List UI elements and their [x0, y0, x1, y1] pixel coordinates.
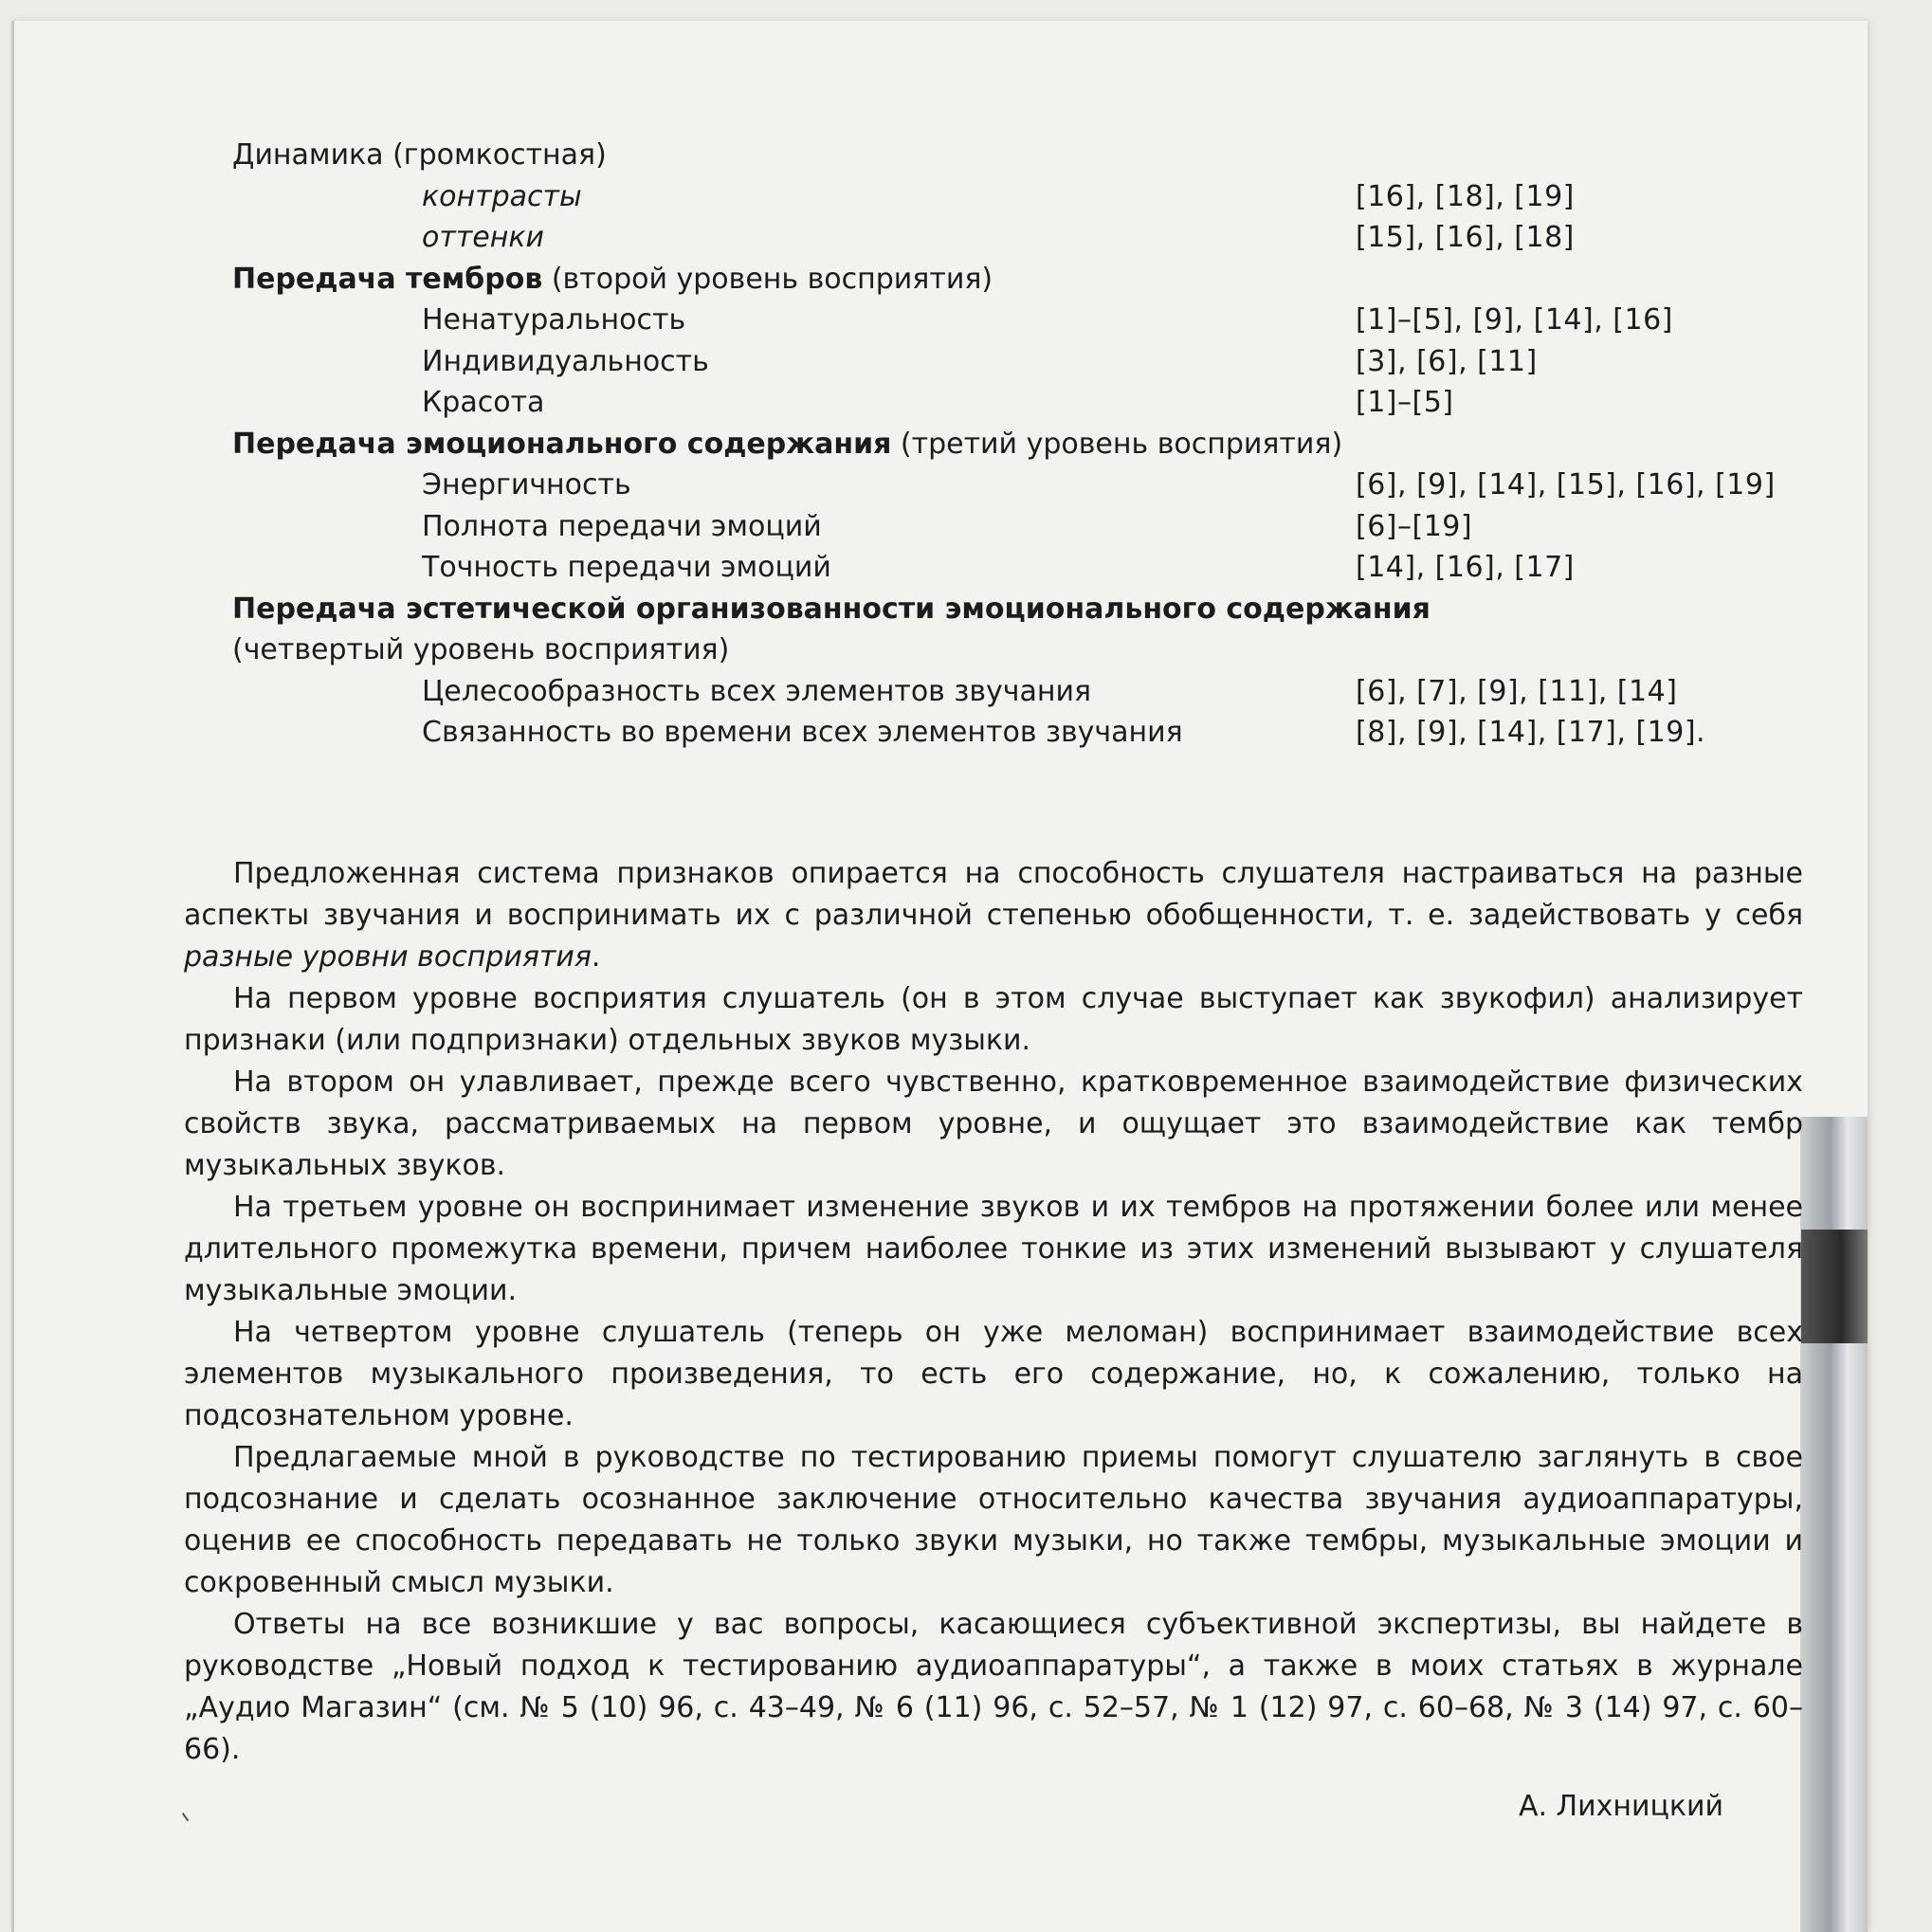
list-item: контрасты [16], [18], [19]	[173, 176, 1814, 218]
list-item: Связанность во времени всех элементов звучания [8], [9], [14], [17], [19].	[173, 712, 1814, 754]
list-heading: Передача тембров (второй уровень восприятия)	[232, 262, 993, 296]
author-signature: А. Лихницкий	[1518, 1790, 1723, 1823]
paragraph: На втором он улавливает, прежде всего чувственно, кратковременное взаимодействие физических свойств звука, рассматриваемых на первом уровне, и ощущает это взаимодействие как тембр музыкальных звуков.	[184, 1066, 1803, 1182]
reference-list: [6], [7], [9], [11], [14]	[1356, 674, 1678, 708]
paragraph: На четвертом уровне слушатель (теперь он уже меломан) воспринимает взаимодействие всех элементов музыкального произведения, то есть его содержание, но, к сожалению, только на подсознательном уровне.	[184, 1316, 1803, 1432]
list-item: Индивидуальность [3], [6], [11]	[173, 341, 1814, 383]
reference-list: [1]–[5]	[1356, 386, 1454, 419]
reference-list: [15], [16], [18]	[1356, 221, 1575, 254]
reference-list: [6], [9], [14], [15], [16], [19]	[1356, 468, 1776, 501]
list-item: Точность передачи эмоций [14], [16], [17]	[173, 547, 1814, 589]
pen-mark	[182, 1810, 193, 1822]
list-item: Энергичность [6], [9], [14], [15], [16], [19]	[173, 465, 1814, 506]
list-heading: Передача эмоционального содержания (третий уровень восприятия)	[232, 427, 1343, 461]
paragraph: На третьем уровне он воспринимает изменение звуков и их тембров на протяжении более или менее длительного промежутка времени, причем наиболее тонкие из этих изменений вызывают у слушателя музыкальные эмоции.	[184, 1191, 1803, 1307]
list-item: Полнота передачи эмоций [6]–[19]	[173, 506, 1814, 548]
reference-list: [1]–[5], [9], [14], [16]	[1356, 303, 1673, 337]
reference-list: [8], [9], [14], [17], [19].	[1356, 716, 1706, 749]
booklet-page	[11, 21, 1868, 1932]
paragraph: На первом уровне восприятия слушатель (он в этом случае выступает как звукофил) анализирует признаки (или подпризнаки) отдельных звуков музыки.	[184, 982, 1803, 1057]
list-heading: Динамика (громкостная)	[232, 138, 607, 172]
list-item: оттенки [15], [16], [18]	[173, 217, 1814, 259]
list-item: Целесообразность всех элементов звучания [6], [7], [9], [11], [14]	[173, 671, 1814, 713]
cd-case-edge	[1801, 1230, 1868, 1343]
list-item: Красота [1]–[5]	[173, 382, 1814, 424]
reference-list: [3], [6], [11]	[1356, 344, 1538, 378]
reference-list: [16], [18], [19]	[1356, 179, 1575, 213]
paragraph: Предложенная система признаков опирается на способность слушателя настраиваться на разные аспекты звучания и воспринимать их с различной степенью обобщенности, т. е. задействовать у себя разные уровни восприятия.	[184, 857, 1803, 974]
list-heading-continued: (четвертый уровень восприятия)	[232, 633, 730, 666]
list-item: Ненатуральность [1]–[5], [9], [14], [16]	[173, 300, 1814, 341]
reference-list: [6]–[19]	[1356, 509, 1473, 543]
body-text	[184, 853, 1803, 1771]
reference-list: [14], [16], [17]	[1356, 551, 1575, 584]
paragraph: Ответы на все возникшие у вас вопросы, касающиеся субъективной экспертизы, вы найдете в руководстве „Новый подход к тестированию аудиоаппаратуры“, а также в моих статьях в журнале „Аудио Магазин“ (см. № 5 (10) 96, с. 43–49, № 6 (11) 96, с. 52–57, № 1 (12) 97, с. 60–68, № 3 (14) 97, с. 60–66).	[184, 1608, 1803, 1766]
paragraph: Предлагаемые мной в руководстве по тестированию приемы помогут слушателю заглянуть в свое подсознание и сделать осознанное заключение относительно качества звучания аудиоаппаратуры, оценив ее способность передавать не только звуки музыки, но также тембры, музыкальные эмоции и сокровенный смысл музыки.	[184, 1441, 1803, 1599]
criteria-list	[173, 135, 1814, 754]
list-heading: Передача эстетической организованности эмоционального содержания	[232, 592, 1431, 626]
